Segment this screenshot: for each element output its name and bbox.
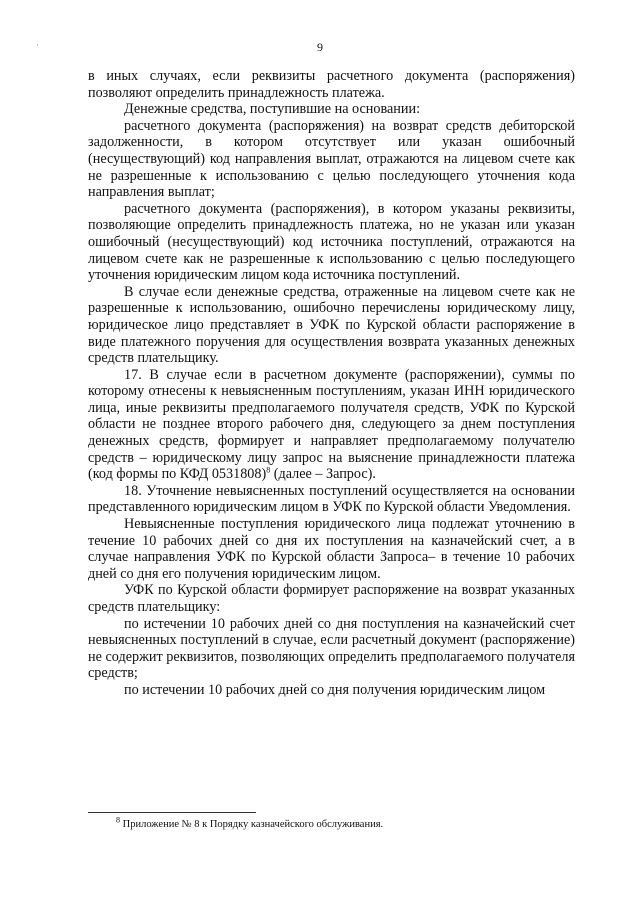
body-text	[88, 68, 575, 699]
paragraph-1: в иных случаях, если реквизиты расчетного документа (распоряжения) позволяют определить принадлежность платежа.	[88, 68, 575, 101]
paragraph-2: Денежные средства, поступившие на основании:	[124, 101, 421, 118]
paragraph-10: по истечении 10 рабочих дней со дня поступления на казначейский счет невыясненных поступлений в случае, если расчетный документ (распоряжение) не содержит реквизитов, позволяющих определить предполагаемого получателя средств;	[88, 615, 575, 682]
footnote-number: 8	[116, 815, 120, 825]
footnote-text: Приложение № 8 к Порядку казначейского обслуживания.	[120, 819, 384, 830]
paragraph-17-text: 17. В случае если в расчетном документе (распоряжении), суммы по которому отнесены к невыясненным поступлениям, указан ИНН юридического лица, иные реквизиты предполагаемого получателя средств, УФК по Курской области не позднее второго рабочего дня, следующего за днем поступления денежных средств, формирует и направляет предполагаемому получателю средств – юридическому лицу запрос на выяснение принадлежности платежа (код формы по КФД 0531808)	[88, 366, 575, 483]
paragraph-4: расчетного документа (распоряжения), в котором указаны реквизиты, позволяющие определить принадлежность платежа, но не указан или указан ошибочный (несуществующий) код источника поступлений, отражаются на лицевом счете как не разрешенные к использованию с целью последующего уточнения юридическим лицом кода источника поступлений.	[88, 200, 575, 284]
scan-mark: ·	[36, 40, 39, 50]
footnote-separator	[88, 812, 256, 813]
paragraph-8: Невыясненные поступления юридического лица подлежат уточнению в течение 10 рабочих дней со дня их поступления на казначейский счет, а в случае направления УФК по Курской области Запроса– в течение 10 рабочих дней со дня его получения юридическим лицом.	[88, 516, 575, 582]
paragraph-17	[88, 367, 575, 483]
paragraph-3: расчетного документа (распоряжения) на возврат средств дебиторской задолженности, в котором отсутствует или указан ошибочный (несуществующий) код направления выплат, отражаются на лицевом счете как не разрешенные к использованию с целью последующего уточнения кода направления выплат;	[88, 117, 575, 201]
paragraph-11: по истечении 10 рабочих дней со дня получения юридическим лицом	[124, 681, 546, 698]
paragraph-18: 18. Уточнение невыясненных поступлений осуществляется на основании представленного юридическим лицом в УФК по Курской области Уведомления.	[88, 482, 575, 516]
paragraph-17-tail: (далее – Запрос).	[270, 466, 376, 483]
page-number: 9	[317, 40, 323, 54]
paragraph-5: В случае если денежные средства, отраженные на лицевом счете как не разрешенные к использованию, ошибочно перечислены юридическому лицу, юридическое лицо представляет в УФК по Курской области распоряжение в виде платежного поручения для осуществления возврата указанных денежных средств плательщику.	[88, 283, 575, 367]
paragraph-9: УФК по Курской области формирует распоряжение на возврат указанных средств плательщику:	[88, 582, 575, 615]
footnote-ref-8: 8	[266, 465, 271, 475]
footnote	[116, 815, 576, 831]
